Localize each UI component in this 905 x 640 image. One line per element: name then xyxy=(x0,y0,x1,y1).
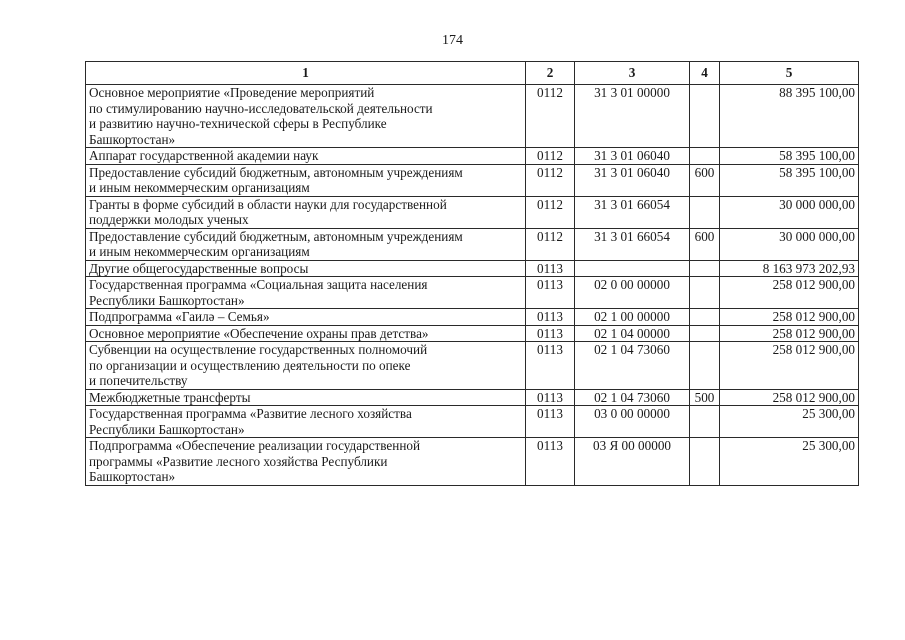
cell-type xyxy=(690,406,720,438)
budget-table xyxy=(85,61,859,486)
cell-name: Предоставление субсидий бюджетным, автономным учреждениям и иным некоммерческим организациям xyxy=(86,228,526,260)
table-row xyxy=(86,164,859,196)
cell-type xyxy=(690,325,720,342)
cell-amount: 58 395 100,00 xyxy=(720,148,859,165)
header-row xyxy=(86,62,859,85)
cell-amount: 25 300,00 xyxy=(720,406,859,438)
cell-amount: 258 012 900,00 xyxy=(720,277,859,309)
cell-section: 0113 xyxy=(526,260,575,277)
table-row xyxy=(86,85,859,148)
cell-type xyxy=(690,342,720,390)
cell-code: 02 1 04 73060 xyxy=(575,342,690,390)
table-row xyxy=(86,389,859,406)
cell-amount: 258 012 900,00 xyxy=(720,325,859,342)
cell-section: 0113 xyxy=(526,325,575,342)
cell-amount: 8 163 973 202,93 xyxy=(720,260,859,277)
cell-section: 0113 xyxy=(526,438,575,486)
header-col-amount: 5 xyxy=(720,62,859,85)
cell-amount: 58 395 100,00 xyxy=(720,164,859,196)
cell-code: 31 3 01 00000 xyxy=(575,85,690,148)
cell-name: Основное мероприятие «Обеспечение охраны прав детства» xyxy=(86,325,526,342)
cell-code: 02 1 04 73060 xyxy=(575,389,690,406)
cell-type xyxy=(690,260,720,277)
cell-section: 0112 xyxy=(526,85,575,148)
cell-amount: 30 000 000,00 xyxy=(720,196,859,228)
table-row xyxy=(86,438,859,486)
cell-code: 31 3 01 06040 xyxy=(575,148,690,165)
cell-name: Предоставление субсидий бюджетным, автономным учреждениям и иным некоммерческим организациям xyxy=(86,164,526,196)
page-number: 174 xyxy=(442,33,463,48)
cell-name: Подпрограмма «Гаилә – Семья» xyxy=(86,309,526,326)
cell-type xyxy=(690,196,720,228)
cell-type: 600 xyxy=(690,164,720,196)
table-row xyxy=(86,148,859,165)
cell-type xyxy=(690,309,720,326)
cell-section: 0112 xyxy=(526,196,575,228)
cell-name: Подпрограмма «Обеспечение реализации государственной программы «Развитие лесного хозяйства Республики Башкортостан» xyxy=(86,438,526,486)
cell-code: 02 0 00 00000 xyxy=(575,277,690,309)
cell-type: 500 xyxy=(690,389,720,406)
cell-section: 0112 xyxy=(526,148,575,165)
cell-code: 31 3 01 66054 xyxy=(575,228,690,260)
header-col-type: 4 xyxy=(690,62,720,85)
cell-name: Государственная программа «Социальная защита населения Республики Башкортостан» xyxy=(86,277,526,309)
table-row xyxy=(86,228,859,260)
cell-amount: 88 395 100,00 xyxy=(720,85,859,148)
table-row xyxy=(86,342,859,390)
cell-type xyxy=(690,277,720,309)
cell-section: 0112 xyxy=(526,228,575,260)
cell-name: Основное мероприятие «Проведение мероприятий по стимулированию научно-исследовательской деятельности и развитию научно-технической сферы в Республике Башкортостан» xyxy=(86,85,526,148)
cell-name: Другие общегосударственные вопросы xyxy=(86,260,526,277)
cell-code: 31 3 01 06040 xyxy=(575,164,690,196)
table-row xyxy=(86,309,859,326)
table-row xyxy=(86,196,859,228)
cell-section: 0113 xyxy=(526,309,575,326)
cell-name: Государственная программа «Развитие лесного хозяйства Республики Башкортостан» xyxy=(86,406,526,438)
cell-code: 31 3 01 66054 xyxy=(575,196,690,228)
cell-type xyxy=(690,438,720,486)
cell-type xyxy=(690,85,720,148)
table-body xyxy=(86,85,859,486)
cell-name: Гранты в форме субсидий в области науки для государственной поддержки молодых ученых xyxy=(86,196,526,228)
cell-code: 02 1 00 00000 xyxy=(575,309,690,326)
cell-code: 02 1 04 00000 xyxy=(575,325,690,342)
cell-name: Межбюджетные трансферты xyxy=(86,389,526,406)
header-col-name: 1 xyxy=(86,62,526,85)
cell-section: 0113 xyxy=(526,342,575,390)
cell-name: Аппарат государственной академии наук xyxy=(86,148,526,165)
header-col-section: 2 xyxy=(526,62,575,85)
cell-amount: 258 012 900,00 xyxy=(720,342,859,390)
cell-code xyxy=(575,260,690,277)
cell-name: Субвенции на осуществление государственных полномочий по организации и осуществлению деятельности по опеке и попечительству xyxy=(86,342,526,390)
table-row xyxy=(86,277,859,309)
cell-code: 03 0 00 00000 xyxy=(575,406,690,438)
cell-section: 0113 xyxy=(526,389,575,406)
table-row xyxy=(86,325,859,342)
cell-section: 0112 xyxy=(526,164,575,196)
cell-type xyxy=(690,148,720,165)
cell-type: 600 xyxy=(690,228,720,260)
cell-section: 0113 xyxy=(526,277,575,309)
cell-amount: 25 300,00 xyxy=(720,438,859,486)
cell-amount: 30 000 000,00 xyxy=(720,228,859,260)
cell-amount: 258 012 900,00 xyxy=(720,389,859,406)
table-row xyxy=(86,406,859,438)
cell-section: 0113 xyxy=(526,406,575,438)
cell-amount: 258 012 900,00 xyxy=(720,309,859,326)
header-col-code: 3 xyxy=(575,62,690,85)
cell-code: 03 Я 00 00000 xyxy=(575,438,690,486)
table-row xyxy=(86,260,859,277)
